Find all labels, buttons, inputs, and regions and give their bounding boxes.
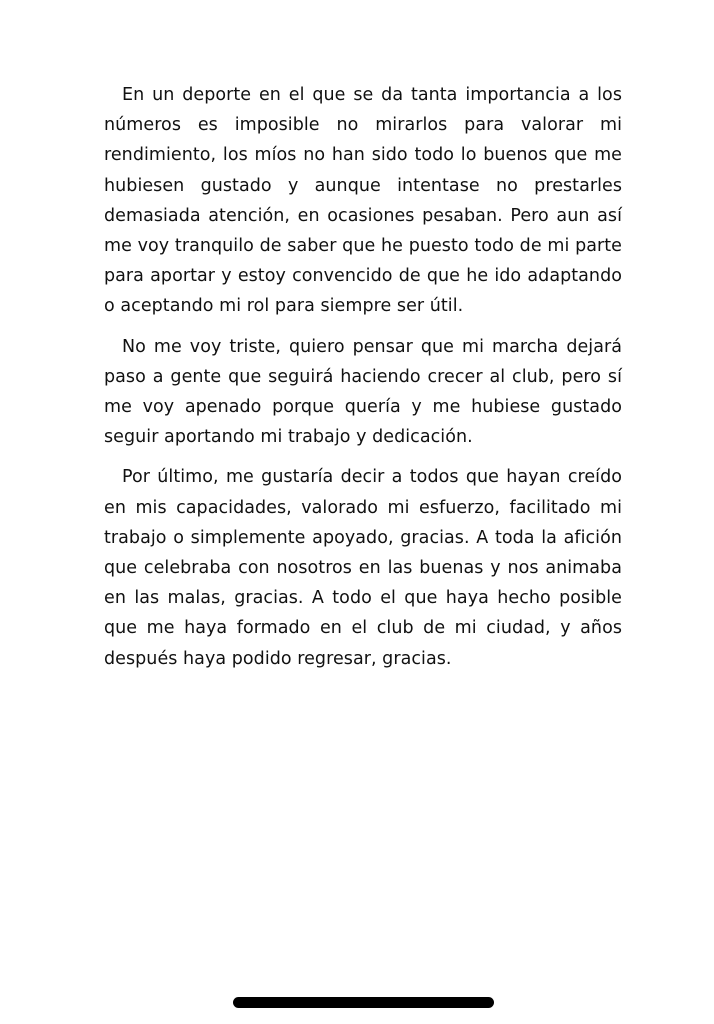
paragraph-3: Por último, me gustaría decir a todos que hayan creído en mis capacidades, valorado mi esfuerzo, facilitado mi trabajo o simplemente apoyado, gracias. A toda la afición que celebraba con nosotros en las buenas y nos animaba en las malas, gracias. A todo el que haya hecho posible que me haya formado en el club de mi ciudad, y años después haya podido regresar, gracias. bbox=[104, 467, 622, 669]
document-body bbox=[104, 80, 622, 684]
paragraph-2: No me voy triste, quiero pensar que mi marcha dejará paso a gente que seguirá haciendo crecer al club, pero sí me voy apenado porque quería y me hubiese gustado seguir aportando mi trabajo y dedicación. bbox=[104, 336, 622, 448]
paragraph-1: En un deporte en el que se da tanta importancia a los números es imposible no mirarlos para valorar mi rendimiento, los míos no han sido todo lo buenos que me hubiesen gustado y aunque intentase no prestarles demasiada atención, en ocasiones pesaban. Pero aun así me voy tranquilo de saber que he puesto todo de mi parte para aportar y estoy convencido de que he ido adaptando o aceptando mi rol para siempre ser útil. bbox=[104, 85, 622, 317]
home-indicator-bar[interactable] bbox=[233, 997, 494, 1008]
